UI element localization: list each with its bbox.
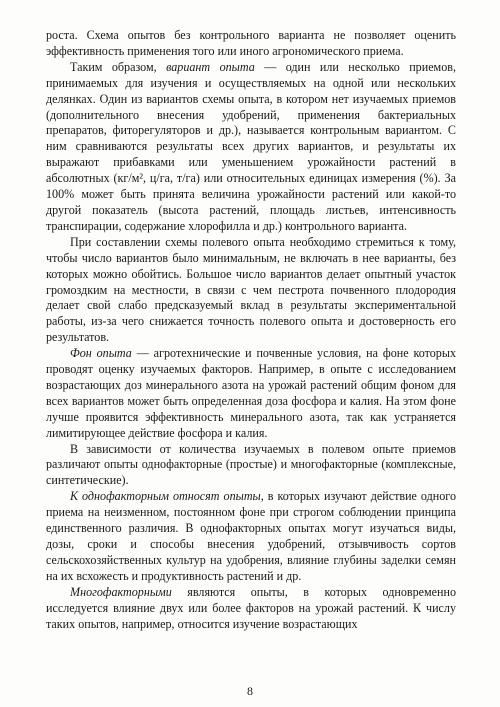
paragraph	[46, 28, 456, 60]
text-run: — агротехнические и почвенные условия, на фоне которых проводят оценку изучаемых факторов. Например, в опыте с исследованием возрастающих доз минерального азота на урожай растений общим фоном для всех вариантов может быть определенная доза фосфора и калия. На этом фоне лучше проявится эффективность минерального азота, так как устраняется лимитирующее действие фосфора и калия.	[46, 346, 457, 440]
paragraph	[46, 585, 456, 633]
term-italic: Фон опыта	[70, 346, 132, 361]
page-number: 8	[247, 684, 253, 698]
text-run: роста. Схема опытов без контрольного варианта не позволяет оценить эффективность применения того или иного агрономического приема.	[46, 28, 456, 58]
paragraph	[46, 235, 456, 346]
paragraph	[46, 60, 456, 235]
text-run: В зависимости от количества изучаемых в полевом опыте приемов различают опыты однофакторные (простые) и многофакторные (комплексные, синтетические).	[46, 441, 456, 488]
term-italic: вариант опыта	[166, 59, 255, 74]
paragraph	[46, 489, 456, 584]
paragraph	[46, 346, 456, 441]
text-run: , в которых изучают действие одного приема на неизменном, постоянном фоне при строгом соблюдении принципа единственного различия. В однофакторных опытах могут изучаться виды, дозы, сроки и способы внесения удобрений, отзывчивость сортов сельскохозяйственных культур на удобрения, влияние глубины заделки семян на их всхожесть и продуктивность растений и др.	[46, 489, 456, 583]
term-italic: Многофакторными	[70, 584, 172, 599]
body-text	[46, 28, 456, 632]
text-run: Таким образом,	[70, 59, 167, 74]
term-italic: К однофакторным относят опыты	[70, 489, 261, 504]
text-run: — один или несколько приемов, принимаемых для изучения и осуществляемых на одной или нескольких делянках. Один из вариантов схемы опыта, в котором нет изучаемых приемов (дополнительного внесения удобрений, применения бактериальных препаратов, фиторегуляторов и др.), называется контрольным вариантом. С ним сравниваются результаты всех других вариантов, и результаты их выражают прибавками или уменьшением урожайности растений в абсолютных (кг/м², ц/га, т/га) или относительных единицах измерения (%). За 100% может быть принята величина урожайности растений или какой-то другой показатель (высота растений, площадь листьев, интенсивность транспирации, содержание хлорофилла и др.) контрольного варианта.	[46, 59, 456, 233]
text-run: При составлении схемы полевого опыта необходимо стремиться к тому, чтобы число вариантов было минимальным, не включать в нее варианты, без которых можно обойтись. Большое число вариантов делает опытный участок громоздким на местности, в связи с чем пестрота почвенного плодородия делает свой слабо предсказуемый вклад в результаты экспериментальной работы, из-за чего снижается точность полевого опыта и достоверность его результатов.	[46, 234, 456, 345]
paragraph	[46, 442, 456, 490]
text-run: являются опыты, в которых одновременно исследуется влияние двух или более факторов на урожай растений. К числу таких опытов, например, относится изучение возрастающих	[46, 584, 456, 631]
